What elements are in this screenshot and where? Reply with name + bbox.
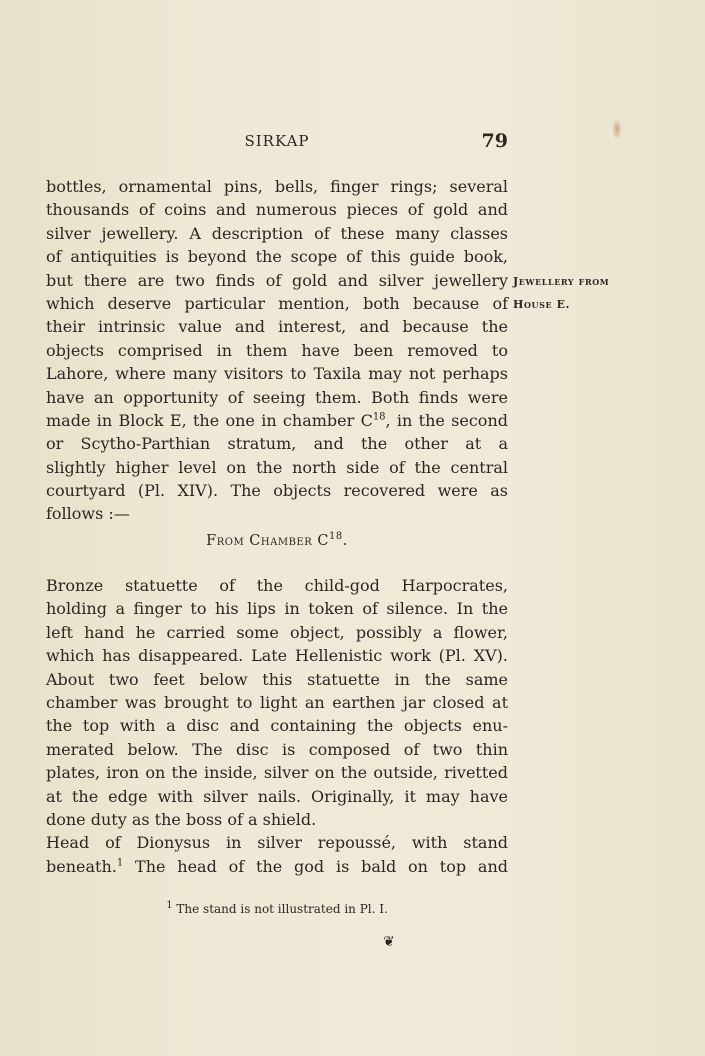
body-line: but there are two finds of gold and silver jewellery bbox=[46, 270, 508, 290]
margin-note-line-2: House E. bbox=[513, 298, 571, 312]
body-line: courtyard (Pl. XIV). The objects recovered were as bbox=[46, 481, 508, 501]
body-line: chamber was brought to light an earthen jar closed at bbox=[46, 692, 508, 712]
page-stain bbox=[612, 118, 622, 140]
body-line-text: made in Block E, the one in chamber C bbox=[46, 410, 373, 430]
running-head-title: SIRKAP bbox=[244, 132, 310, 150]
footnote-text: The stand is not illustrated in Pl. I. bbox=[176, 902, 388, 916]
body-line: which has disappeared. Late Hellenistic work (Pl. XV). bbox=[46, 646, 508, 666]
section-heading-end: . bbox=[342, 533, 348, 549]
body-line: slightly higher level on the north side of the central bbox=[46, 457, 508, 477]
section-heading bbox=[46, 533, 508, 549]
body-line: done duty as the boss of a shield. bbox=[46, 809, 317, 829]
body-line-text: beneath. bbox=[46, 856, 117, 876]
margin-note bbox=[513, 270, 609, 317]
running-head bbox=[46, 130, 508, 154]
body-line-chamber bbox=[46, 409, 508, 432]
body-line: holding a finger to his lips in token of silence. In the bbox=[46, 599, 508, 619]
body-line: which deserve particular mention, both because of bbox=[46, 293, 508, 313]
body-line-text: , in the second bbox=[385, 410, 508, 430]
body-line: the top with a disc and containing the objects enu- bbox=[46, 716, 508, 736]
body-line: Bronze statuette of the child-god Harpocrates, bbox=[46, 576, 508, 595]
body-line: objects comprised in them have been removed to bbox=[46, 340, 508, 360]
section-heading-text: From Chamber C bbox=[206, 533, 329, 549]
body-line: follows :— bbox=[46, 504, 130, 524]
body-line: silver jewellery. A description of these many classes bbox=[46, 223, 508, 243]
body-line-footnoted bbox=[46, 855, 508, 878]
body-line-text: The head of the god is bald on top and bbox=[135, 856, 508, 876]
margin-note-line-1: Jewellery from bbox=[513, 275, 610, 288]
footnote-number: 1 bbox=[166, 900, 173, 911]
page-number: 79 bbox=[481, 130, 508, 152]
body-line: or Scytho-Parthian stratum, and the other at a bbox=[46, 434, 508, 454]
body-line: About two feet below this statuette in the same bbox=[46, 669, 508, 689]
superscript-18: 18 bbox=[372, 411, 386, 423]
body-line: bottles, ornamental pins, bells, finger rings; several bbox=[46, 177, 508, 196]
body-line: their intrinsic value and interest, and because the bbox=[46, 317, 508, 337]
printer-ornament: ❦ bbox=[383, 934, 395, 950]
footnote-marker: 1 bbox=[116, 857, 124, 869]
body-paragraph-2 bbox=[46, 574, 508, 878]
body-line: thousands of coins and numerous pieces of gold and bbox=[46, 200, 508, 220]
body-paragraph-1 bbox=[46, 175, 508, 526]
section-heading-sup: 18 bbox=[328, 531, 343, 543]
body-line: at the edge with silver nails. Originally, it may have bbox=[46, 786, 508, 806]
body-line: left hand he carried some object, possibly a flower, bbox=[46, 622, 508, 642]
body-line: Lahore, where many visitors to Taxila may not perhaps bbox=[46, 364, 508, 384]
body-line: plates, iron on the inside, silver on the outside, rivetted bbox=[46, 763, 508, 783]
body-line: Head of Dionysus in silver repoussé, with stand bbox=[46, 833, 508, 853]
body-line: of antiquities is beyond the scope of this guide book, bbox=[46, 247, 508, 267]
body-line: have an opportunity of seeing them. Both finds were bbox=[46, 387, 508, 407]
body-line: merated below. The disc is composed of two thin bbox=[46, 739, 508, 759]
footnote bbox=[46, 902, 508, 916]
